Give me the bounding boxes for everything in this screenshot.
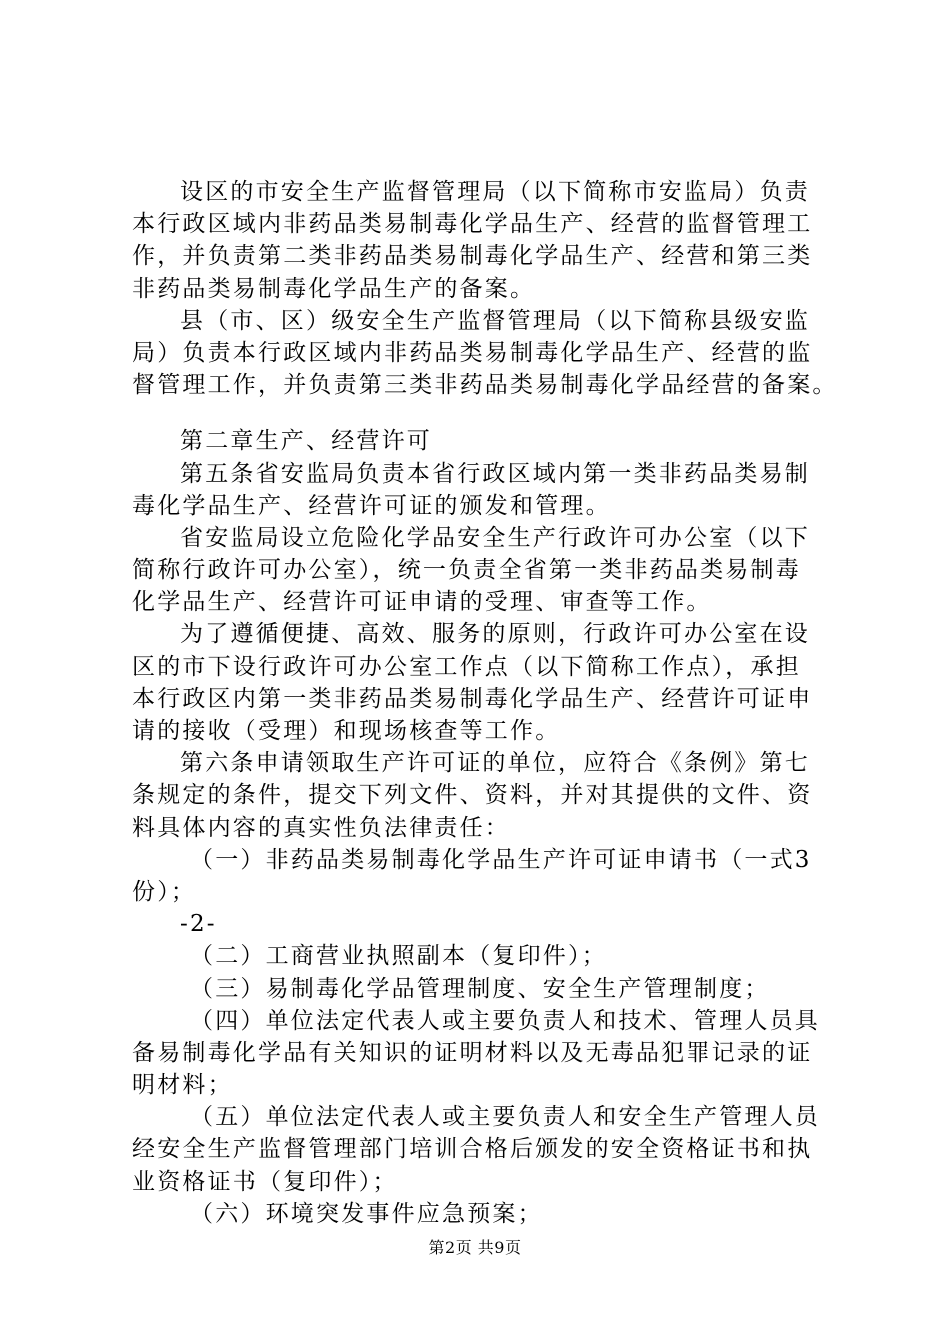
list-item-line: （五）单位法定代表人或主要负责人和安全生产管理人员: [190, 1104, 820, 1131]
paragraph-line: 化学品生产、经营许可证申请的受理、审查等工作。: [132, 589, 712, 616]
list-item-line: （四）单位法定代表人或主要负责人和技术、管理人员具: [190, 1007, 820, 1034]
paragraph-line: 省安监局设立危险化学品安全生产行政许可办公室（以下: [180, 524, 810, 551]
list-item-line: 明材料；: [132, 1072, 233, 1099]
paragraph-line: 本行政区内第一类非药品类易制毒化学品生产、经营许可证申: [132, 685, 813, 712]
list-item-line: 经安全生产监督管理部门培训合格后颁发的安全资格证书和执: [132, 1136, 813, 1163]
paragraph-line: 县（市、区）级安全生产监督管理局（以下简称县级安监: [180, 307, 810, 334]
paragraph-line: 设区的市安全生产监督管理局（以下简称市安监局）负责: [180, 179, 810, 205]
paragraph-line: 料具体内容的真实性负法律责任：: [132, 814, 510, 841]
paragraph-line: 作，并负责第二类非药品类易制毒化学品生产、经营和第三类: [132, 243, 813, 270]
document-body: [132, 176, 838, 1230]
paragraph-gap: [132, 401, 832, 425]
list-item-line: 备易制毒化学品有关知识的证明材料以及无毒品犯罪记录的证: [132, 1039, 813, 1066]
list-item-line: 业资格证书（复印件）；: [132, 1168, 398, 1195]
paragraph-line: 本行政区域内非药品类易制毒化学品生产、经营的监督管理工: [132, 211, 813, 238]
list-item-line: （二）工商营业执照副本（复印件）；: [190, 943, 607, 970]
inline-page-number: -2-: [180, 911, 217, 938]
list-item-line: 份）；: [132, 878, 197, 905]
chapter-heading: 第二章生产、经营许可: [180, 428, 432, 455]
paragraph-line: 督管理工作，并负责第三类非药品类易制毒化学品经营的备案。: [132, 372, 838, 399]
paragraph-line: 第六条申请领取生产许可证的单位，应符合《条例》第七: [180, 750, 810, 777]
paragraph-line: 第五条省安监局负责本省行政区域内第一类非药品类易制: [180, 460, 810, 487]
paragraph-line: 区的市下设行政许可办公室工作点（以下简称工作点），承担: [132, 653, 801, 680]
list-item-line: （三）易制毒化学品管理制度、安全生产管理制度；: [190, 975, 770, 1002]
list-item-line: （六）环境突发事件应急预案；: [190, 1200, 543, 1227]
paragraph-line: 非药品类易制毒化学品生产的备案。: [132, 275, 536, 302]
paragraph-line: 局）负责本行政区域内非药品类易制毒化学品生产、经营的监: [132, 339, 813, 366]
paragraph-line: 毒化学品生产、经营许可证的颁发和管理。: [132, 492, 611, 519]
paragraph-line: 简称行政许可办公室），统一负责全省第一类非药品类易制毒: [132, 557, 801, 584]
paragraph-line: 请的接收（受理）和现场核查等工作。: [132, 718, 561, 744]
page-footer: 第2页 共9页: [428, 1238, 522, 1257]
paragraph-line: 为了遵循便捷、高效、服务的原则，行政许可办公室在设: [180, 621, 810, 648]
paragraph-line: 条规定的条件，提交下列文件、资料，并对其提供的文件、资: [132, 782, 813, 809]
list-item-line: （一）非药品类易制毒化学品生产许可证申请书（一式3: [190, 846, 812, 873]
